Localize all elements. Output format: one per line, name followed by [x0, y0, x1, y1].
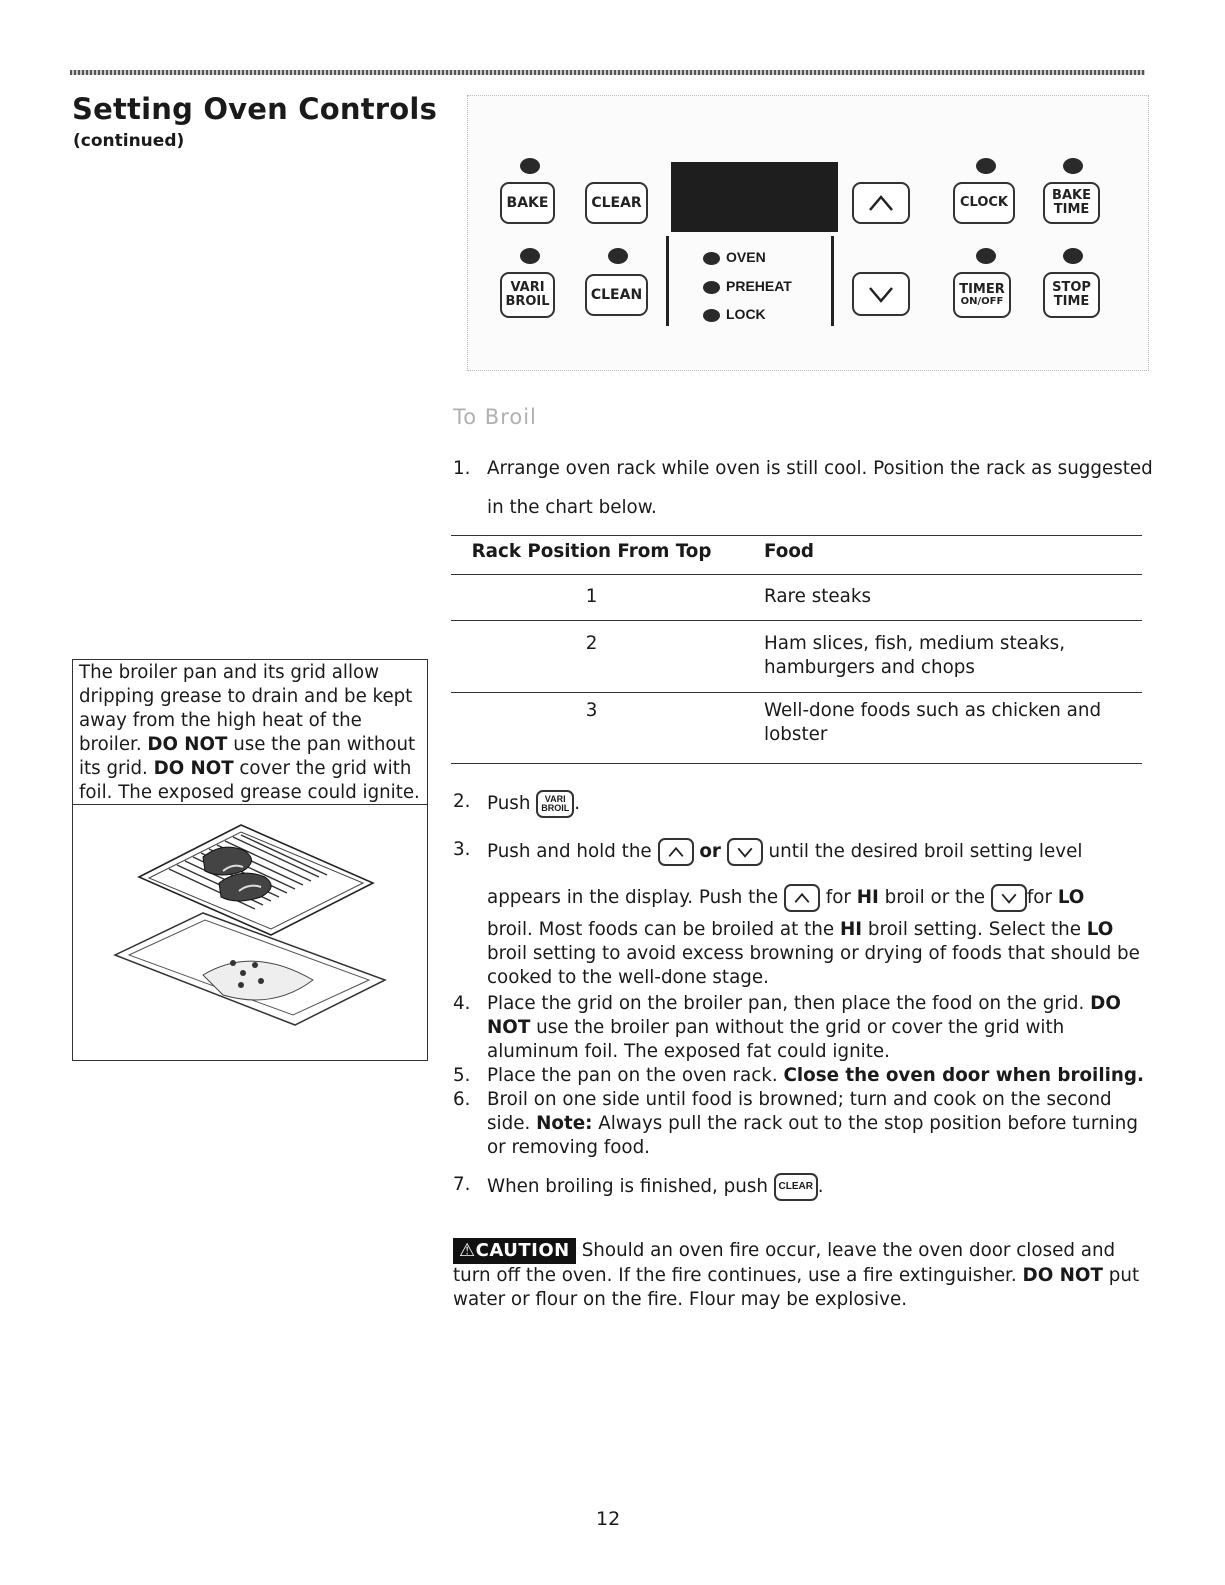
top-rule — [70, 70, 1145, 75]
down-arrow-key-icon — [991, 884, 1027, 912]
step-7: 7. When broiling is finished, push CLEAR . — [453, 1173, 1153, 1201]
clean-button[interactable]: CLEAN — [585, 274, 648, 316]
table-row — [451, 621, 1142, 692]
table-cell: 3 — [585, 700, 598, 721]
bake-time-indicator-led — [1063, 158, 1083, 174]
clear-key-icon: CLEAR — [774, 1173, 818, 1201]
caution-badge: ⚠CAUTION — [453, 1238, 576, 1264]
step-6: 6. Broil on one side until food is browned; turn and cook on the second side. Note: Always pull the rack out to the stop position before turning or removing food. — [453, 1089, 1138, 1158]
lock-indicator: LOCK — [703, 306, 766, 322]
clear-button[interactable]: CLEAR — [585, 182, 648, 224]
broiler-pan-illustration — [73, 805, 427, 1060]
step-2: 2. Push VARI BROIL . — [453, 790, 1153, 818]
oven-control-panel — [467, 95, 1149, 371]
clean-indicator-led — [608, 248, 628, 264]
stop-time-button[interactable]: STOP TIME — [1043, 272, 1100, 318]
stop-time-indicator-led — [1063, 248, 1083, 264]
down-arrow-key-icon — [727, 838, 763, 866]
step-1: 1. Arrange oven rack while oven is still cool. Position the rack as suggested in the chart below. — [453, 458, 1153, 518]
down-arrow-icon — [866, 281, 896, 307]
clock-indicator-led — [976, 158, 996, 174]
clock-button[interactable]: CLOCK — [953, 182, 1015, 224]
divider-right — [831, 236, 834, 326]
preheat-led — [703, 281, 720, 294]
bake-indicator-led — [520, 158, 540, 174]
oven-indicator: OVEN — [703, 249, 766, 265]
bake-time-button[interactable]: BAKE TIME — [1043, 182, 1100, 224]
up-arrow-button[interactable] — [852, 182, 910, 224]
vari-broil-indicator-led — [520, 248, 540, 264]
page-subtitle: (continued) — [73, 131, 185, 151]
lock-led — [703, 309, 720, 322]
table-cell: Rare steaks — [764, 586, 871, 607]
note-text: The broiler pan and its grid allow dripping grease to drain and be kept away from the high heat of the broiler. DO NOT use the pan without its grid. DO NOT cover the grid with foil. The exposed grease could ignite. — [73, 660, 427, 805]
vari-broil-button[interactable]: VARI BROIL — [500, 272, 555, 318]
table-cell: 2 — [585, 633, 598, 654]
down-arrow-icon — [735, 844, 755, 860]
down-arrow-button[interactable] — [852, 272, 910, 316]
step-3: 3. Push and hold the or until the desired broil setting level appears in the display. Push the for HI broil or the for LO broil. Most foods can be broiled at the HI broil setting. Select the LO broil setting to avoid excess browning or drying of foods that should be cooked to the well-done stage. — [453, 839, 1140, 988]
oven-led — [703, 252, 720, 265]
up-arrow-key-icon — [784, 884, 820, 912]
step-5: 5. Place the pan on the oven rack. Close the oven door when broiling. — [453, 1065, 1144, 1086]
up-arrow-icon — [666, 844, 686, 860]
table-row — [451, 693, 1142, 763]
table-cell: Ham slices, fish, medium steaks, hamburgers and chops — [764, 633, 1066, 678]
timer-on-off-button[interactable]: TIMER ON/OFF — [953, 272, 1011, 318]
timer-indicator-led — [976, 248, 996, 264]
up-arrow-icon — [792, 890, 812, 906]
caution-notice: ⚠CAUTION Should an oven fire occur, leave the oven door closed and turn off the oven. If the fire continues, use a fire extinguisher. DO NOT put water or flour on the fire. Flour may be explosive. — [453, 1240, 1140, 1310]
page-title: Setting Oven Controls — [72, 92, 438, 126]
table-row — [451, 575, 1142, 620]
warning-triangle-icon: ⚠ — [459, 1240, 476, 1261]
table-header-row — [451, 536, 1142, 574]
up-arrow-icon — [866, 190, 896, 216]
display-screen — [671, 162, 838, 232]
divider-left — [666, 236, 669, 326]
section-heading: To Broil — [453, 405, 537, 429]
preheat-indicator: PREHEAT — [703, 278, 792, 294]
page-number: 12 — [596, 1508, 621, 1530]
bake-button[interactable]: BAKE — [500, 182, 555, 224]
up-arrow-key-icon — [658, 838, 694, 866]
table-header: Food — [764, 541, 814, 562]
table-cell: 1 — [585, 586, 598, 607]
table-cell: Well-done foods such as chicken and lobster — [764, 700, 1102, 745]
down-arrow-icon — [999, 890, 1019, 906]
table-header: Rack Position From Top — [471, 541, 712, 562]
step-4: 4. Place the grid on the broiler pan, then place the food on the grid. DO NOT use the broiler pan without the grid or cover the grid with aluminum foil. The exposed fat could ignite. — [453, 993, 1121, 1062]
broiler-pan-note — [72, 659, 428, 1061]
vari-broil-key-icon: VARI BROIL — [536, 790, 574, 818]
rack-position-table — [451, 535, 1142, 764]
